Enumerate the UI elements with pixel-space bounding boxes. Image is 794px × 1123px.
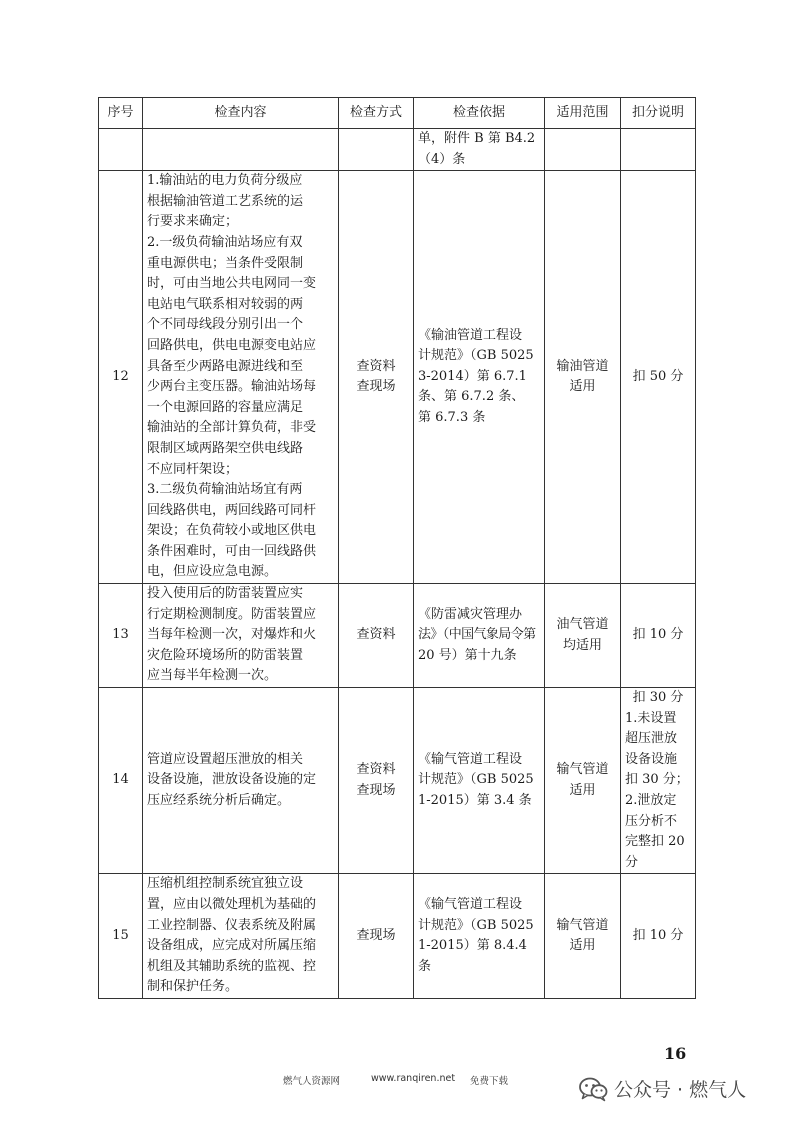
header-deduct: 扣分说明 bbox=[621, 98, 696, 129]
cell-method bbox=[339, 584, 414, 688]
deduct-line: 分 bbox=[625, 854, 639, 870]
content-line: 制和保护任务。 bbox=[147, 979, 239, 995]
content-line: 工业控制器、仪表系统及附属 bbox=[147, 917, 317, 933]
cell-scope bbox=[545, 874, 621, 999]
cell-content bbox=[143, 171, 339, 584]
content-line: 压应经系统分析后确定。 bbox=[147, 793, 291, 808]
content-line: 根据输油管道工艺系统的运 bbox=[147, 193, 304, 209]
scope-line: 输气管道 bbox=[556, 917, 609, 933]
cell-deduct bbox=[621, 584, 696, 688]
scope-line: 适用 bbox=[569, 379, 596, 395]
wechat-icon bbox=[578, 1076, 608, 1102]
cell-method bbox=[339, 129, 414, 171]
deduct-line: 完整扣 20 bbox=[625, 834, 685, 850]
table-row bbox=[99, 584, 696, 688]
content-line: 行定期检测制度。防雷装置应 bbox=[147, 606, 317, 622]
cell-basis bbox=[414, 688, 545, 874]
content-line: 一个电源回路的容量应满足 bbox=[147, 399, 304, 415]
deduct-line: 扣 30 分 bbox=[632, 690, 684, 706]
cell-deduct bbox=[621, 874, 696, 999]
header-method: 检查方式 bbox=[339, 98, 414, 129]
method-line: 查资料 bbox=[356, 358, 396, 374]
deduct-line: 设备设施 bbox=[625, 751, 678, 767]
cell-content bbox=[143, 584, 339, 688]
row-number: 14 bbox=[99, 688, 143, 874]
basis-line: 20 号）第十九条 bbox=[418, 647, 517, 663]
content-line: 设备设施，泄放设备设施的定 bbox=[147, 772, 317, 788]
cell-basis bbox=[414, 171, 545, 584]
basis-line: 条 bbox=[418, 958, 432, 974]
cell-content bbox=[143, 129, 339, 171]
scope-line: 适用 bbox=[569, 782, 596, 798]
content-line: 当每年检测一次，对爆炸和火 bbox=[147, 627, 317, 643]
cell-basis bbox=[414, 584, 545, 688]
table-row bbox=[99, 874, 696, 999]
basis-line: 法》（中国气象局令第 bbox=[418, 627, 536, 643]
page-number: 16 bbox=[664, 1044, 687, 1063]
deduct-line: 超压泄放 bbox=[625, 731, 678, 747]
cell-method bbox=[339, 688, 414, 874]
content-line: 回路供电，供电电源变电站应 bbox=[147, 337, 317, 353]
cell-no bbox=[99, 129, 143, 171]
content-line: 少两台主变压器。输油站场每 bbox=[147, 379, 317, 395]
watermark bbox=[578, 1075, 746, 1102]
content-line: 压缩机组控制系统宜独立设 bbox=[147, 876, 304, 892]
deduct-line: 扣 30 分； bbox=[625, 772, 689, 788]
basis-line: 计规范》（GB 5025 bbox=[418, 348, 534, 364]
content-line: 置，应由以微处理机为基础的 bbox=[147, 896, 317, 912]
content-line: 2.一级负荷输油站场应有双 bbox=[147, 234, 303, 250]
method-line: 查现场 bbox=[356, 782, 396, 798]
inspection-table bbox=[98, 97, 696, 999]
content-line: 管道应设置超压泄放的相关 bbox=[147, 751, 304, 767]
cell-scope bbox=[545, 171, 621, 584]
basis-line: 《输油管道工程设 bbox=[418, 327, 523, 343]
content-line: 具备至少两路电源进线和至 bbox=[147, 358, 304, 374]
content-line: 电，但应设应急电源。 bbox=[147, 564, 278, 580]
cell-content bbox=[143, 874, 339, 999]
content-line: 投入使用后的防雷装置应实 bbox=[147, 586, 304, 602]
content-line: 架设；在负荷较小或地区供电 bbox=[147, 523, 317, 539]
cell-method bbox=[339, 874, 414, 999]
content-line: 应当每半年检测一次。 bbox=[147, 668, 278, 684]
header-row bbox=[99, 98, 696, 129]
scope-line: 输气管道 bbox=[556, 762, 609, 778]
content-line: 设备组成，应完成对所属压缩 bbox=[147, 938, 317, 954]
basis-line: 计规范》（GB 5025 bbox=[418, 772, 534, 788]
deduct-line: 扣 10 分 bbox=[632, 927, 684, 943]
method-line: 查现场 bbox=[356, 379, 396, 395]
deduct-line: 扣 10 分 bbox=[632, 627, 684, 643]
content-line: 条件困难时，可由一回线路供 bbox=[147, 543, 317, 559]
content-line: 个不同母线段分别引出一个 bbox=[147, 317, 304, 333]
header-basis: 检查依据 bbox=[414, 98, 545, 129]
content-line: 不应同杆架设； bbox=[147, 461, 239, 477]
scope-line: 均适用 bbox=[562, 637, 602, 653]
cell-method bbox=[339, 171, 414, 584]
row-number: 15 bbox=[99, 874, 143, 999]
basis-line: 《防雷减灾管理办 bbox=[418, 606, 523, 622]
content-line: 电站电气联系相对较弱的两 bbox=[147, 296, 304, 312]
cell-basis bbox=[414, 874, 545, 999]
cell-deduct bbox=[621, 688, 696, 874]
content-line: 回线路供电，两回线路可同杆 bbox=[147, 502, 317, 518]
cell-deduct bbox=[621, 129, 696, 171]
basis-line: 《输气管道工程设 bbox=[418, 896, 523, 912]
continuation-row bbox=[99, 129, 696, 171]
content-line: 行要求来确定； bbox=[147, 214, 239, 230]
cell-deduct bbox=[621, 171, 696, 584]
watermark-text: 公众号 · 燃气人 bbox=[614, 1079, 747, 1101]
content-line: 重电源供电；当条件受限制 bbox=[147, 255, 304, 271]
footer-url: www.ranqiren.net bbox=[371, 1073, 456, 1084]
basis-line: 《输气管道工程设 bbox=[418, 751, 523, 767]
scope-line: 输油管道 bbox=[556, 358, 609, 374]
basis-line: 3-2014）第 6.7.1 bbox=[418, 368, 527, 384]
basis-line: 单，附件 B 第 B4.2 bbox=[418, 131, 536, 146]
method-line: 查资料 bbox=[356, 627, 396, 643]
scope-line: 油气管道 bbox=[556, 616, 609, 632]
cell-basis bbox=[414, 129, 545, 171]
method-line: 查现场 bbox=[356, 927, 396, 943]
basis-line: 第 6.7.3 条 bbox=[418, 410, 486, 426]
deduct-line: 扣 50 分 bbox=[632, 368, 684, 384]
content-line: 1.输油站的电力负荷分级应 bbox=[147, 173, 303, 189]
deduct-line: 2.泄放定 bbox=[625, 793, 677, 808]
scope-line: 适用 bbox=[569, 938, 596, 954]
cell-content bbox=[143, 688, 339, 874]
row-number: 13 bbox=[99, 584, 143, 688]
table-row bbox=[99, 171, 696, 584]
basis-line: 1-2015）第 3.4 条 bbox=[418, 793, 532, 808]
row-number: 12 bbox=[99, 171, 143, 584]
basis-line: 1-2015）第 8.4.4 bbox=[418, 938, 527, 954]
basis-line: 计规范》（GB 5025 bbox=[418, 917, 534, 933]
content-line: 灾危险环境场所的防雷装置 bbox=[147, 647, 304, 663]
content-line: 3.二级负荷输油站场宜有两 bbox=[147, 482, 303, 498]
table-row bbox=[99, 688, 696, 874]
header-scope: 适用范围 bbox=[545, 98, 621, 129]
footer-site-name: 燃气人资源网 bbox=[283, 1076, 341, 1087]
content-line: 时，可由当地公共电网同一变 bbox=[147, 276, 317, 292]
content-line: 输油站的全部计算负荷，非受 bbox=[147, 420, 317, 436]
deduct-line: 1.未设置 bbox=[625, 710, 677, 726]
cell-scope bbox=[545, 584, 621, 688]
deduct-line: 压分析不 bbox=[625, 813, 678, 829]
content-line: 限制区域两路架空供电线路 bbox=[147, 440, 304, 456]
header-no: 序号 bbox=[99, 98, 143, 129]
method-line: 查资料 bbox=[356, 762, 396, 778]
footer-free-download: 免费下载 bbox=[470, 1076, 509, 1087]
basis-line: （4）条 bbox=[418, 151, 466, 167]
header-content: 检查内容 bbox=[143, 98, 339, 129]
content-line: 机组及其辅助系统的监视、控 bbox=[147, 958, 317, 974]
cell-scope bbox=[545, 129, 621, 171]
basis-line: 条、第 6.7.2 条、 bbox=[418, 389, 525, 405]
cell-scope bbox=[545, 688, 621, 874]
